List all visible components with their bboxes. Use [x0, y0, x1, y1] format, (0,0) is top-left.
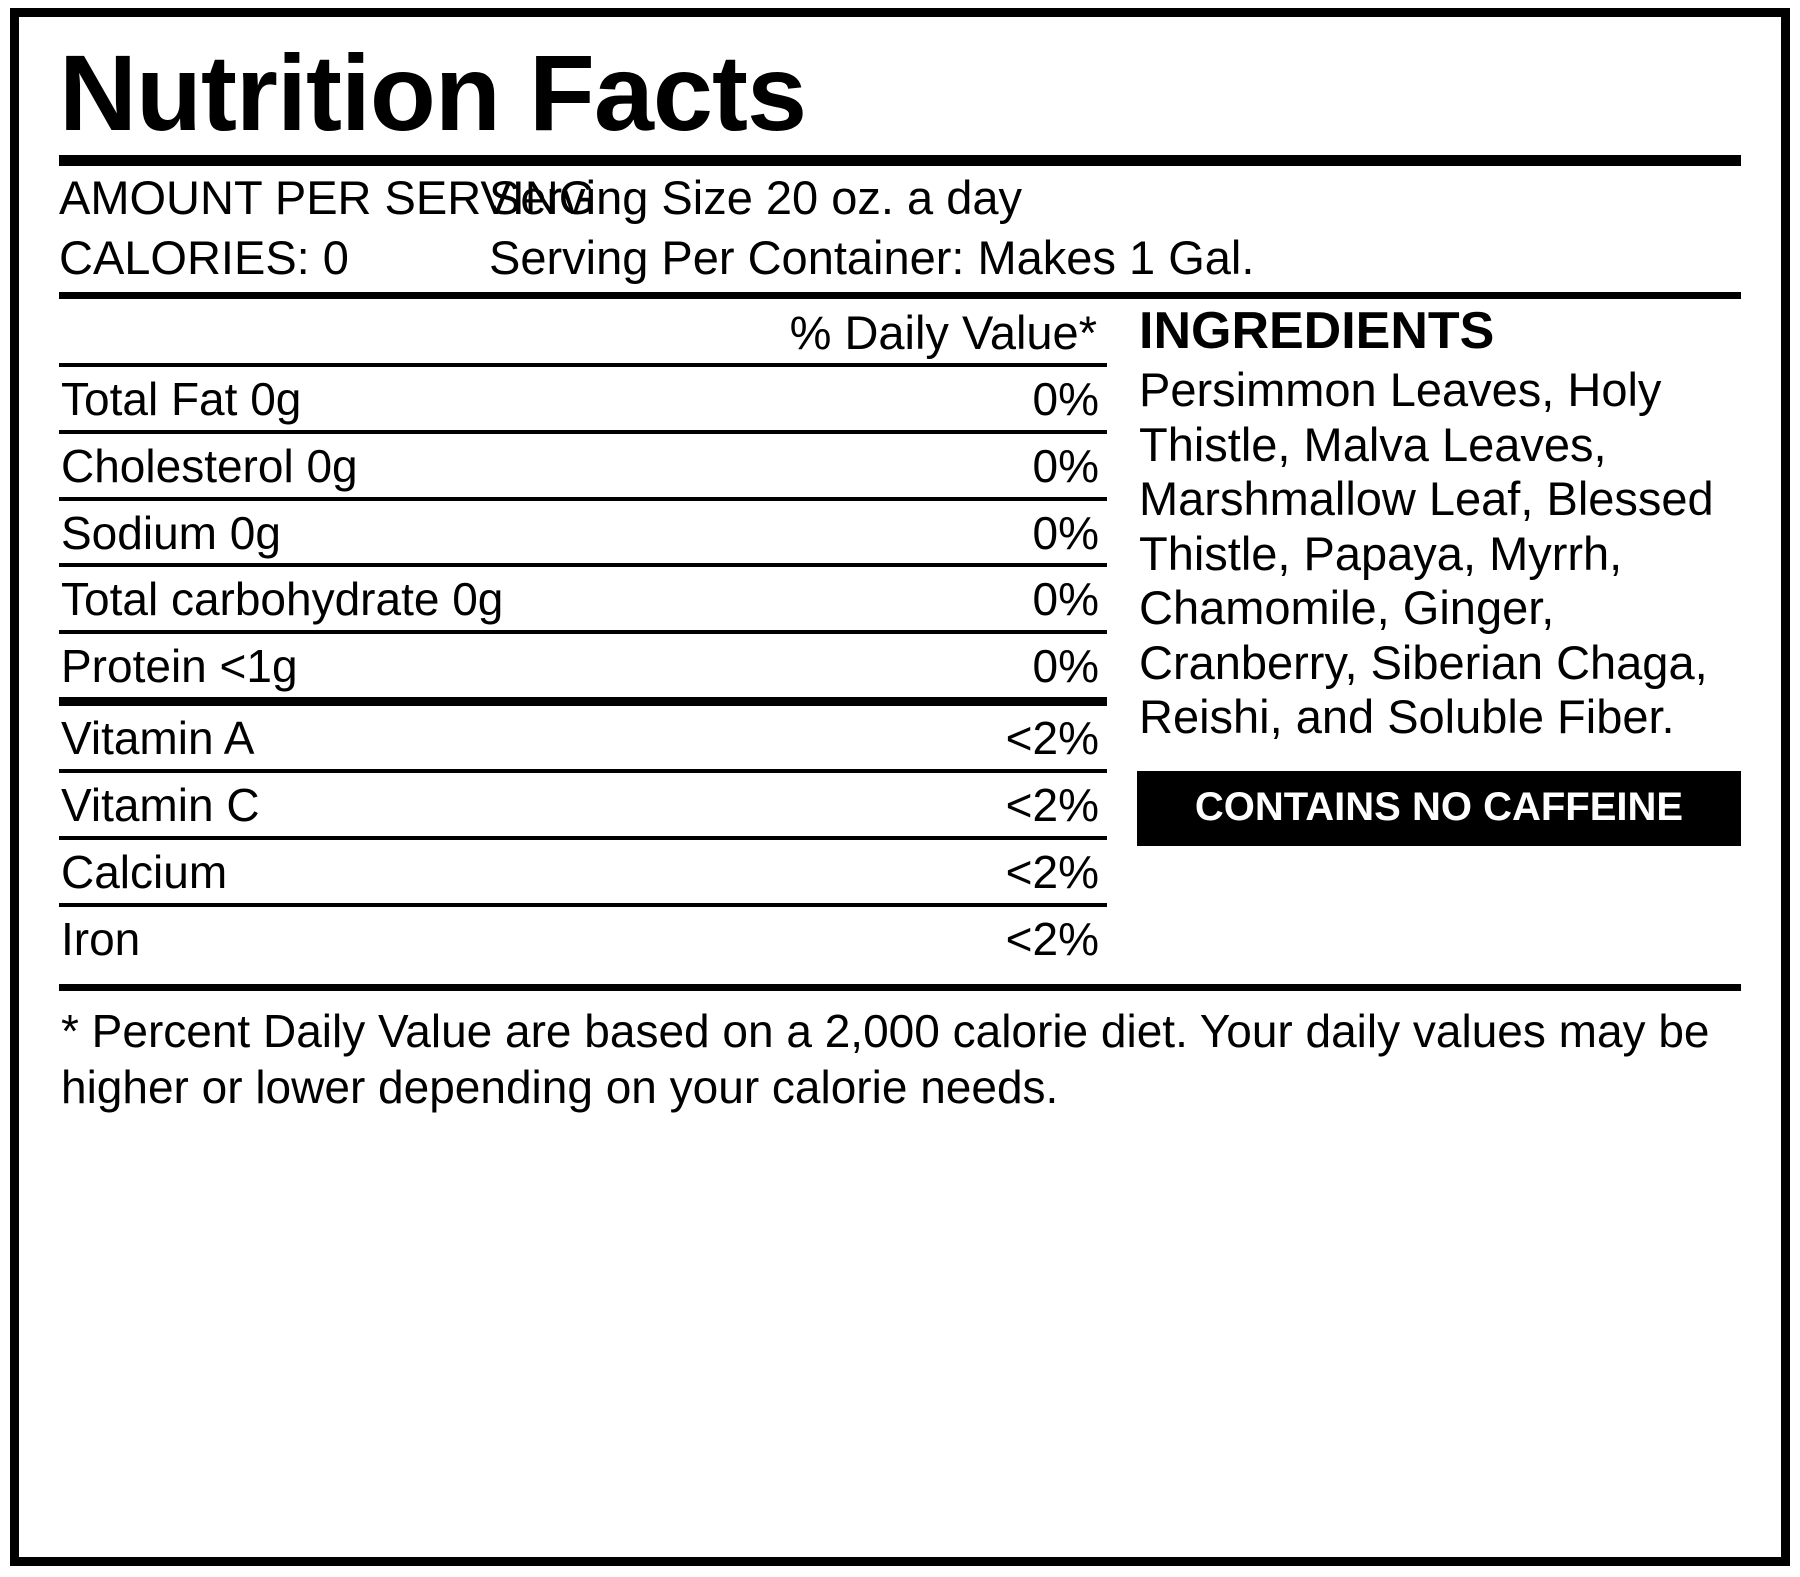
table-row [59, 363, 1107, 430]
nutrient-name: Protein <1g [61, 640, 298, 693]
ingredients-text: Persimmon Leaves, Holy Thistle, Malva Leaves, Marshmallow Leaf, Blessed Thistle, Papaya, Myrrh, Chamomile, Ginger, Cranberry, Siberian Chaga, Reishi, and Soluble Fiber. [1139, 363, 1714, 744]
nutrient-dv: <2% [1005, 712, 1099, 765]
divider-title [59, 155, 1741, 166]
nutrient-dv: 0% [1032, 439, 1099, 492]
table-row [59, 563, 1107, 630]
divider-serving [59, 292, 1741, 299]
nutrient-name: Total Fat 0g [61, 372, 302, 425]
nutrient-dv: <2% [1005, 779, 1099, 832]
nutrient-table [59, 299, 1107, 970]
table-row [59, 697, 1107, 769]
serving-info [59, 168, 1741, 288]
table-row [59, 769, 1107, 836]
page-title: Nutrition Facts [59, 32, 807, 153]
nutrient-dv: 0% [1032, 640, 1099, 693]
nutrient-name: Total carbohydrate 0g [61, 573, 504, 626]
serving-row-calories [59, 228, 1741, 288]
nutrient-name: Vitamin A [61, 712, 255, 765]
amount-per-serving-label: AMOUNT PER SERVING [59, 171, 596, 224]
ingredients-heading: INGREDIENTS [1139, 302, 1495, 361]
divider-footnote [59, 984, 1741, 991]
daily-value-header: % Daily Value* [789, 306, 1097, 360]
nutrition-facts-label [10, 8, 1790, 1566]
ingredients-panel [1107, 299, 1741, 970]
table-row [59, 430, 1107, 497]
nutrient-name: Iron [61, 913, 141, 966]
status-badge-no-caffeine: CONTAINS NO CAFFEINE [1137, 771, 1741, 846]
nutrient-name: Sodium 0g [61, 506, 281, 559]
nutrient-name: Calcium [61, 846, 228, 899]
nutrient-dv: 0% [1032, 573, 1099, 626]
nutrient-dv: 0% [1032, 372, 1099, 425]
table-row [59, 497, 1107, 564]
nutrient-dv: <2% [1005, 913, 1099, 966]
nutrient-dv: <2% [1005, 846, 1099, 899]
nutrient-dv: 0% [1032, 506, 1099, 559]
nutrient-name: Vitamin C [61, 779, 260, 832]
calories-label: CALORIES: 0 [59, 231, 349, 285]
servings-per-container-value: Serving Per Container: Makes 1 Gal. [489, 231, 1255, 285]
label-body [59, 299, 1741, 970]
table-row [59, 903, 1107, 970]
serving-row-amount [59, 168, 1741, 228]
table-row [59, 630, 1107, 697]
table-row [59, 836, 1107, 903]
daily-value-footnote: * Percent Daily Value are based on a 2,000 calorie diet. Your daily values may be higher or lower depending on your calorie needs. [61, 1004, 1710, 1114]
nutrient-name: Cholesterol 0g [61, 439, 358, 492]
serving-size-value: Serving Size 20 oz. a day [489, 171, 1022, 224]
